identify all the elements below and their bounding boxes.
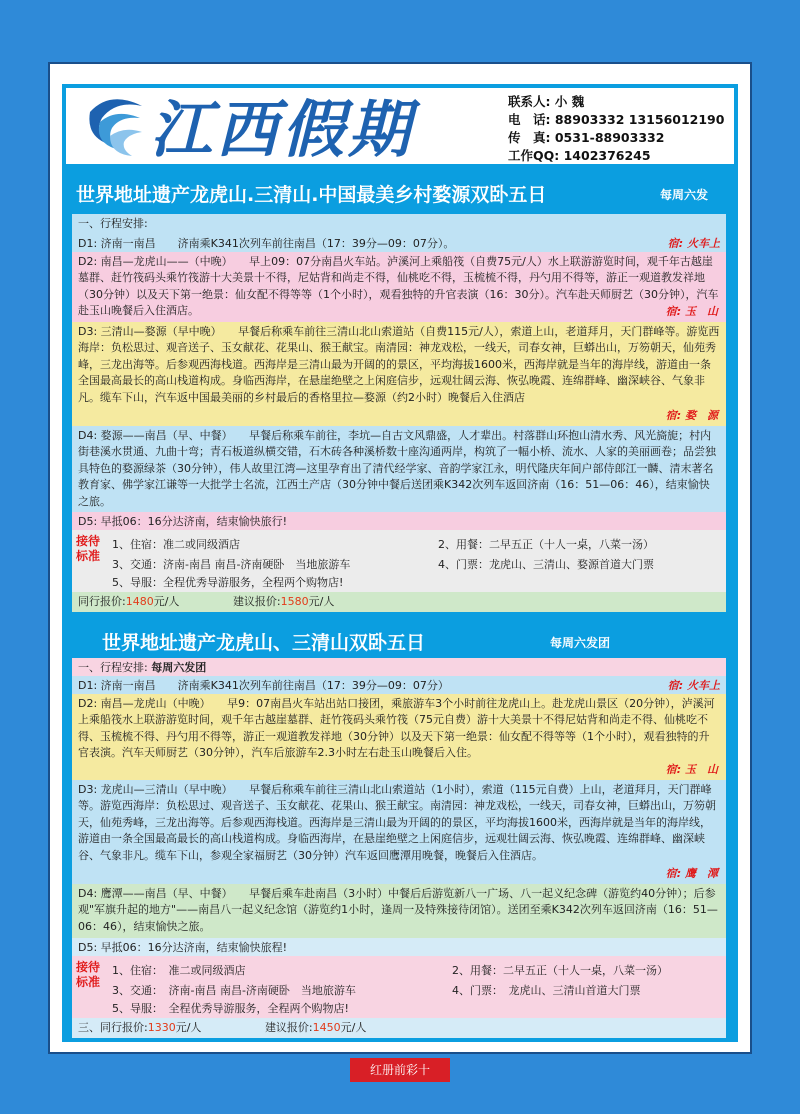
brand-logo-text: 江西假期 — [150, 93, 415, 166]
stay-label: 宿: 火车上 — [667, 679, 720, 692]
day-text: D1: 济南一南昌 济南乘K341次列车前往南昌（17：39分—09：07分）。 — [78, 237, 455, 250]
std-item: 4、门票：龙虎山、三清山、婺源首道大门票 — [438, 558, 654, 571]
contact-qq: 工作QQ: 1402376245 — [508, 148, 651, 163]
standards-label: 接待标准 — [72, 530, 104, 592]
tour1-schedule: 每周六发 — [660, 188, 709, 202]
std-item: 2、用餐：二早五正（十人一桌，八菜一汤） — [452, 964, 668, 977]
tour2-day2 — [72, 694, 726, 780]
day-text: D2: 南昌—龙虎山（中晚） 早9：07南昌火车站出站口接团，乘旅游车3个小时前往龙虎山上。赴龙虎山景区（20分钟），泸溪河上乘船筏水上联游游览时间，观千年古越崖墓群、赶竹筏码头乘竹筏（75元自费）游十大美景十不得尼姑背和尚走不得、仙桃吃不得、玉梳梳不得、丹勺用不得等，游正一观道教发祥地（30分钟）以及天下第一绝景：仙女配不得等等（1个小时），观看独特的升官表演。汽车天师厨艺（30分钟），汽车后旅游车2.3小时左右赴玉山晚餐后入住。 — [78, 697, 715, 760]
std-item: 5、导服： 全程优秀导游服务，全程两个购物店! — [112, 1002, 349, 1015]
stay-label: 宿: 玉 山 — [665, 304, 718, 318]
tour2-price-row — [72, 1018, 726, 1038]
tour1-price-row — [72, 592, 726, 612]
contact-phone: 电 话: 88903332 13156012190 — [508, 112, 725, 127]
std-item: 2、用餐：二早五正（十人一桌，八菜一汤） — [438, 538, 654, 551]
stay-label: 宿: 鹰 潭 — [665, 866, 718, 880]
tour2-day4 — [72, 884, 726, 938]
price-unit: 元/人 — [340, 1021, 367, 1034]
peer-price: 1330 — [147, 1021, 176, 1034]
tour1-day3 — [72, 322, 726, 426]
itinerary-label-text: 一、行程安排: — [78, 217, 148, 230]
price-unit: 元/人 — [175, 1021, 202, 1034]
stay-label: 宿: 婺 源 — [665, 408, 718, 422]
tour2-schedule: 每周六发团 — [550, 636, 611, 650]
tour1-standards — [72, 530, 726, 592]
tour2-day5 — [72, 938, 726, 956]
itinerary-sub: 每周六发团 — [151, 661, 207, 674]
tour1-day4 — [72, 426, 726, 512]
day-text: D5: 早抵06：16分达济南，结束愉快旅行! — [78, 515, 288, 528]
contact-person: 联系人: 小 魏 — [508, 94, 585, 109]
tour2-title-bar — [72, 618, 732, 660]
day-text: D3: 三清山—婺源（早中晚） 早餐后称乘车前往三清山北山索道站（自费115元/人），索道上山，老道拜月，天门群峰等。游览西海岸：负松思过、观音送子、玉女献花、花果山、猴王献宝。南清园：神龙戏松，一线天，司春女神，巨蟒出山，万笏朝天，仙苑秀峰，三龙出海等。后参观西海栈道。西海岸是三清山最为开阔的的景区，平均海拔1600米，西海岸就是当年的海岸线，游道由一条全国最高最长的高山栈道构成。身临西海岸，在悬崖绝壁之上闲庭信步，远观壮阔云海、恢弘晚霞、连绵群峰、幽深峡谷、气象非凡。缆车下山，汽车返中国最美丽的乡村最后的香格里拉—婺源（约2小时）晚餐后入住酒店 — [78, 325, 720, 404]
tour1-title: 世界地址遗产龙虎山.三清山.中国最美乡村婺源双卧五日 — [76, 184, 547, 206]
day-text: D2: 南昌—龙虎山——（中晚） 早上09：07分南昌火车站。泸溪河上乘船筏（自费75元/人）水上联游游览时间，观千年古越崖墓群、赶竹筏码头乘竹筏游十大美景十不得，尼姑背和尚走不得，仙桃吃不得，玉梳梳不得，丹勺用不得等，游正一观道教发祥地（30分钟）以及天下第一绝景：仙女配不得等等（1个小时），观看独特的升官表演（16：30分）。汽车赴天师厨艺（30分钟），汽车赴玉山晚餐后入住酒店。 — [78, 255, 719, 318]
day-text: D5: 早抵06：16分达济南，结束愉快旅程! — [78, 941, 288, 954]
tour1-title-bar — [72, 170, 732, 212]
price-unit: 元/人 — [308, 595, 335, 608]
tour2-title: 世界地址遗产龙虎山、三清山双卧五日 — [102, 632, 426, 654]
std-item: 3、交通：济南-南昌 南昌-济南硬卧 当地旅游车 — [112, 558, 351, 571]
std-item: 5、导服：全程优秀导游服务，全程两个购物店! — [112, 576, 344, 589]
suggested-price: 1580 — [280, 595, 309, 608]
suggested-price: 1450 — [312, 1021, 341, 1034]
page-footer-badge: 红册前彩十 — [350, 1058, 450, 1082]
stay-label: 宿: 火车上 — [667, 237, 720, 250]
peer-price: 1480 — [125, 595, 154, 608]
swirl-logo-icon — [80, 92, 150, 160]
std-item: 4、门票： 龙虎山、三清山首道大门票 — [452, 984, 641, 997]
price-label: 三、同行报价: — [78, 1021, 148, 1034]
standards-label: 接待标准 — [72, 956, 104, 1018]
tour2-day3 — [72, 780, 726, 884]
itinerary-label-text: 一、行程安排: — [78, 661, 148, 674]
price-unit: 元/人 — [153, 595, 180, 608]
day-text: D4: 婺源——南昌（早、中餐） 早餐后称乘车前往，李坑—自古文风鼎盛，人才辈出。村落群山环抱山清水秀、风光旖旎；村内街巷溪水贯通、九曲十弯；青石板道纵横交错，石木砖各种溪桥数十座沟通两岸，构筑了一幅小桥、流水、人家的美丽画卷；品尝独具特色的婺源绿茶（30分钟），伟人故里江湾—这里孕育出了清代经学家、音韵学家江永，明代隆庆年间户部侍郎江一麟、清末著名教育家、佛学家江谦等一大批学士名流，江西土产店（30分钟中餐后送团乘K342次列车返回济南（16：51—06：46），结束愉快之旅。 — [78, 429, 716, 508]
day-text: D1: 济南一南昌 济南乘K341次列车前往南昌（17：39分—09：07分） — [78, 679, 449, 692]
tour1-itinerary-label — [72, 214, 726, 234]
stay-label: 宿: 玉 山 — [665, 762, 718, 776]
suggested-label: 建议报价: — [232, 595, 281, 608]
tour2-standards — [72, 956, 726, 1018]
tour2-day1 — [72, 676, 726, 694]
std-item: 3、交通： 济南-南昌 南昌-济南硬卧 当地旅游车 — [112, 984, 356, 997]
suggested-label: 建议报价: — [264, 1021, 313, 1034]
day-text: D3: 龙虎山—三清山（早中晚） 早餐后称乘车前往三清山北山索道站（1小时），索道（115元自费）上山，老道拜月，天门群峰等。游览西海岸：负松思过、观音送子、玉女献花、花果山、猴王献宝。南清园：神龙戏松，一线天，司春女神，巨蟒出山，万笏朝天，仙苑秀峰，三龙出海等。后参观西海栈道。西海岸是三清山最为开阔的的景区，平均海拔1600米，西海岸就是当年的海岸线，游道由一条全国最高最长的高山栈道构成。身临西海岸，在悬崖绝壁之上闲庭信步，远观壮阔云海、恢弘晚霞、连绵群峰、幽深峡谷、气象非凡。缆车下山，参观全家福厨艺（30分钟）汽车返回鹰潭用晚餐，晚餐后入住酒店。 — [78, 783, 716, 862]
tour1-day2 — [72, 252, 726, 322]
tour2-itinerary-label — [72, 658, 726, 676]
std-item: 1、住宿：准二或同级酒店 — [112, 538, 240, 551]
day-text: D4: 鹰潭——南昌（早、中餐） 早餐后乘车赴南昌（3小时）中餐后后游览新八一广场、八一起义纪念碑（游览约40分钟）；后参观"军旗升起的地方"——南昌八一起义纪念馆（游览约1小时，逢周一及特殊接待闭馆）。送团至乘K342次列车返回济南（16：51—06：46），结束愉快之旅。 — [78, 887, 718, 933]
std-item: 1、住宿： 准二或同级酒店 — [112, 964, 246, 977]
contact-fax: 传 真: 0531-88903332 — [508, 130, 665, 145]
tour1-day5 — [72, 512, 726, 530]
tour1-day1 — [72, 234, 726, 252]
price-label: 同行报价: — [78, 595, 126, 608]
